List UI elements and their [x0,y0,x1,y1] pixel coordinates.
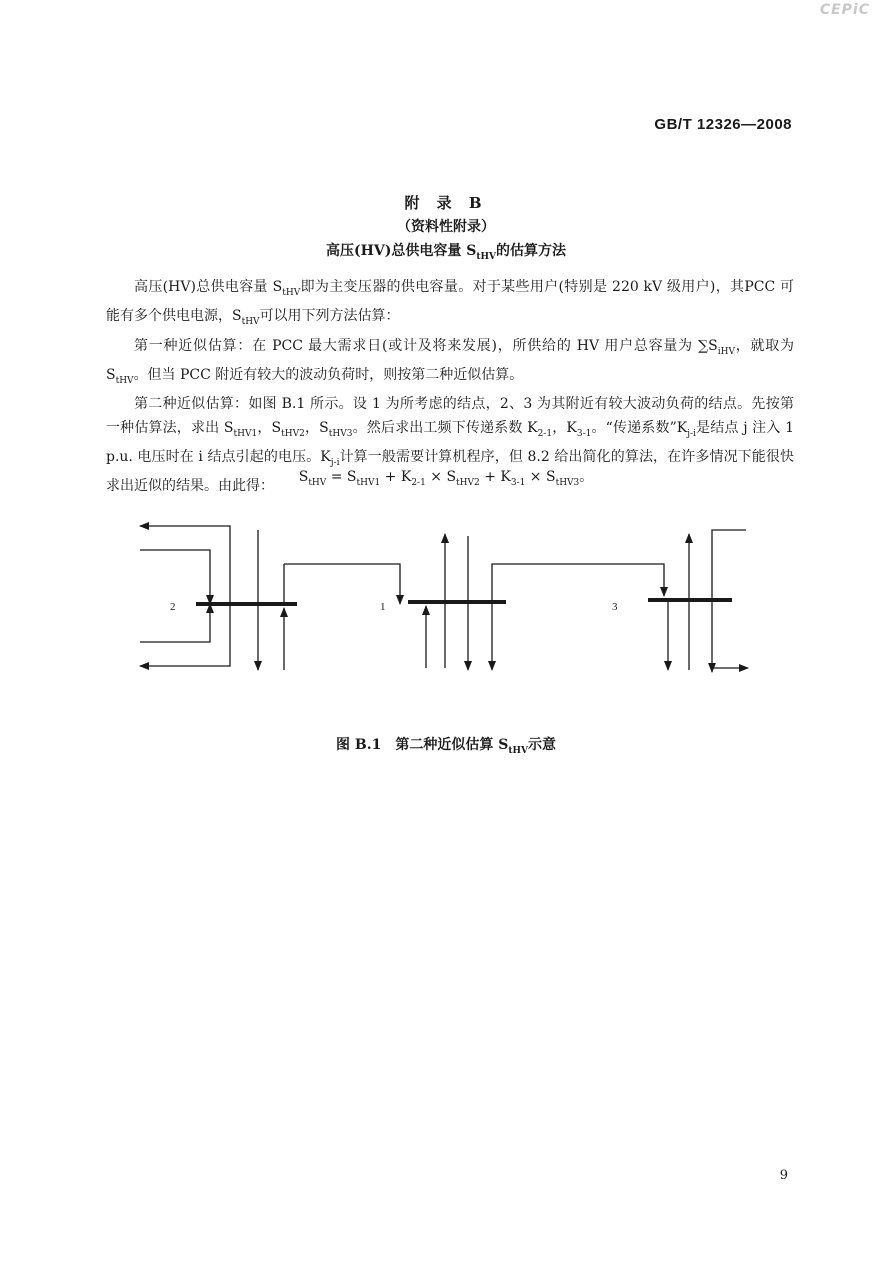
feeder-node-2-top-out [140,526,230,604]
page-number: 9 [779,1168,788,1183]
standard-number: GB/T 12326—2008 [654,116,792,133]
annex-label: 附 录 B [404,194,488,212]
figure-caption: 图 B.1 第二种近似估算 $S_{tHV}$示意 [336,737,556,756]
formula-s-thv: $S_{tHV} = S_{tHV1} + K_{2-1} \times S_{tHV2} + K_{3-1} \times S_{tHV3}$。 [298,469,594,488]
paragraph-intro: 高压(HV)总供电容量 $S_{tHV}$即为主变压器的供电容量。对于某些用户(特别是 220 kV 级用户)，其PCC 可能有多个供电电源，$S_{tHV}$可以用下列方法估算： [106,279,794,328]
paragraph-second-method: 第二种近似估算：如图 B.1 所示。设 1 为所考虑的结点，2、3 为其附近有较大波动负荷的结点。先按第一种估算法，求出 $S_{tHV1}$，$S_{tHV2}$，$S_{tHV3}$。然后求出工频下传递系数 $K_{2-1}$，$K_{3-1}$。“传递系数$”K_{j-i}$是结点 j 注入 1 p.u. 电压时在 i 结点引起的电压。$K_{j-i}$计算一般需要计算机程序，但 8.2 给出简化的算法，在许多情况下能很快求出近似的结果。由此得： [106,396,794,495]
link-2-1 [284,564,400,604]
figure-b1-diagram [0,520,892,720]
cepic-watermark: CEPiC [819,2,870,18]
node-label-3: 3 [612,601,618,613]
node-label-1: 1 [380,601,386,613]
annex-title: 高压(HV)总供电容量 $S_{tHV}$的估算方法 [326,243,566,262]
node-label-2: 2 [170,601,176,613]
link-1-3 [492,564,664,602]
feeder-node-2-top-in [140,550,210,604]
feeder-node-2-bottom-out [140,604,230,666]
paragraph-first-method: 第一种近似估算：在 PCC 最大需求日(或计及将来发展)，所供给的 HV 用户总容量为 $\sum S_{iHV}$，就取为 $S_{tHV}$。但当 PCC 附近有较大的波动负荷时，则按第二种近似估算。 [106,337,795,386]
annex-type: （资料性附录） [397,219,495,235]
